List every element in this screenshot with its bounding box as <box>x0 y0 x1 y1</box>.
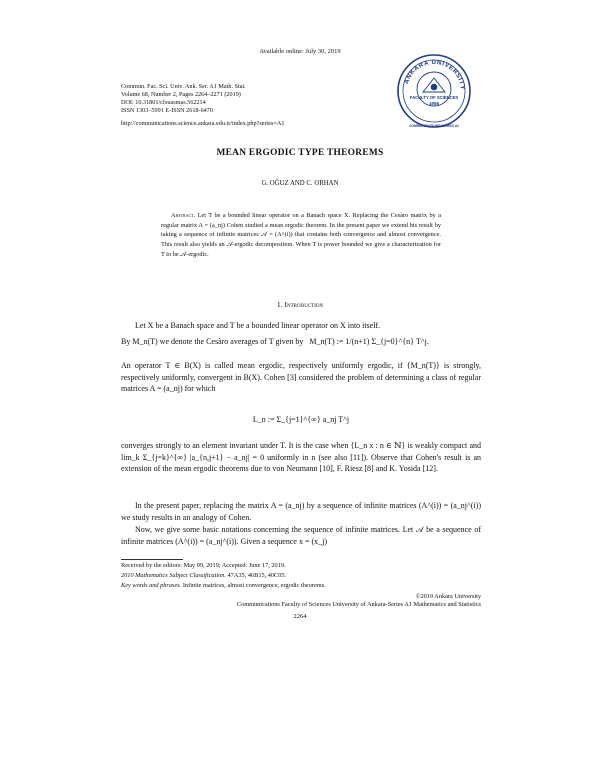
journal-line: Volume 68, Number 2, Pages 2264–2271 (2019) <box>121 91 241 98</box>
paragraph-1: Let X be a Banach space and T be a bounded linear operator on X into itself. <box>135 321 381 330</box>
copyright-line-1: ©2019 Ankara University <box>415 593 481 600</box>
journal-url[interactable]: http://communications.science.ankara.edu.tr/index.php?series=A1 <box>121 120 285 127</box>
keywords <box>121 581 481 591</box>
msc-codes: 47A35, 46B15, 40C05. <box>227 571 287 579</box>
available-online: Available online: July 30, 2019 <box>259 48 341 55</box>
journal-line: Commun. Fac. Sci. Univ. Ank. Ser. A1 Math. Stat. <box>121 83 246 90</box>
msc-label: 2010 Mathematics Subject Classification. <box>121 571 226 579</box>
section-number: 1. <box>276 300 283 309</box>
university-seal-icon <box>395 52 473 130</box>
abstract-label: Abstract. <box>171 212 196 219</box>
paragraph-4: converges strongly to an element invariant under T. It is the case when {L_n x : n ∈ ℕ} is weakly compact and lim_k Σ_{j=k}^{∞} |a_{n,j+1} − a_nj| = 0 uniformly in n (see also [11]). Observe that Cohen's result is an extension of the mean ergodic theorems due to von Neumann [10], F. Riesz [8] and K. Yosida [12]. <box>121 441 481 473</box>
keywords-label: Key words and phrases. <box>121 581 182 589</box>
section-heading <box>0 300 600 309</box>
paper-authors: G. OĞUZ AND C. ORHAN <box>261 180 339 187</box>
abstract-text: Let T be a bounded linear operator on a Banach space X. Replacing the Cesàro matrix by a regular matrix A = (a_nj) Cohen studied a mean ergodic theorem. In the present paper we extend his result by taking a sequence of infinite matrices 𝒜 = (A^(i)) that contains both convergence and almost convergence. This result also yields an 𝒜-ergodic decomposition. When T is power bounded we give a characterization for T to be 𝒜-ergodic. <box>161 212 441 258</box>
copyright <box>121 593 481 609</box>
section-title: Introduction <box>284 300 324 309</box>
copyright-line-2: Communications Faculty of Sciences University of Ankara-Series A1 Mathematics and Statistics <box>236 601 481 608</box>
seal-inner-text: FACULTY OF SCIENCES <box>409 95 459 100</box>
paragraph-5: In the present paper, replacing the matrix A = (a_nj) by a sequence of infinite matrices (A^(i)) = (a_nj^(i)) we study results in an analogy of Cohen. <box>121 501 481 522</box>
page-number: 2264 <box>293 613 307 620</box>
paragraph-6: Now, we give some basic notations concerning the sequence of infinite matrices. Let 𝒜 be a sequence of infinite matrices (A^(i)) = (a_nj^(i)). Given a sequence x = (x_j) <box>121 525 481 546</box>
seal-year: 1955 <box>428 101 440 106</box>
footnotes <box>121 561 481 590</box>
journal-issn: ISSN 1303–5991 E-ISSN 2618-6470 <box>121 107 213 114</box>
cesaro-formula: M_n(T) := 1/(n+1) Σ_{j=0}^{n} T^j. <box>309 337 429 346</box>
paper-title: MEAN ERGODIC TYPE THEOREMS <box>216 148 384 158</box>
journal-doi: DOI: 10.31801/cfsuasmas.562214 <box>121 99 206 106</box>
display-formula: L_n := Σ_{j=1}^{∞} a_nj T^j <box>252 415 350 424</box>
paragraph-3: An operator T ∈ B(X) is called mean ergodic, respectively uniformly ergodic, if {M_n(T)} is strongly, respectively uniformly, convergent in B(X). Cohen [3] considered the problem of determining a class of regular matrices A = (a_nj) for which <box>121 361 481 393</box>
msc-classification <box>121 571 481 581</box>
seal-ring-text: ANKARA UNIVERSITY <box>403 58 467 91</box>
abstract <box>161 211 441 260</box>
paragraph-2 <box>121 336 481 348</box>
footnote-rule <box>121 559 183 560</box>
seal-bottom-text: COMMUNICATIONS SERIES A1 <box>408 124 460 128</box>
keywords-text: Infinite matrices, almost convergence, ergodic theorems. <box>182 581 326 589</box>
received-date: Received by the editors: May 09, 2019; Accepted: June 17, 2019. <box>121 562 286 569</box>
paragraph-2-text: By M_n(T) we denote the Cesàro averages of T given by <box>121 337 304 346</box>
